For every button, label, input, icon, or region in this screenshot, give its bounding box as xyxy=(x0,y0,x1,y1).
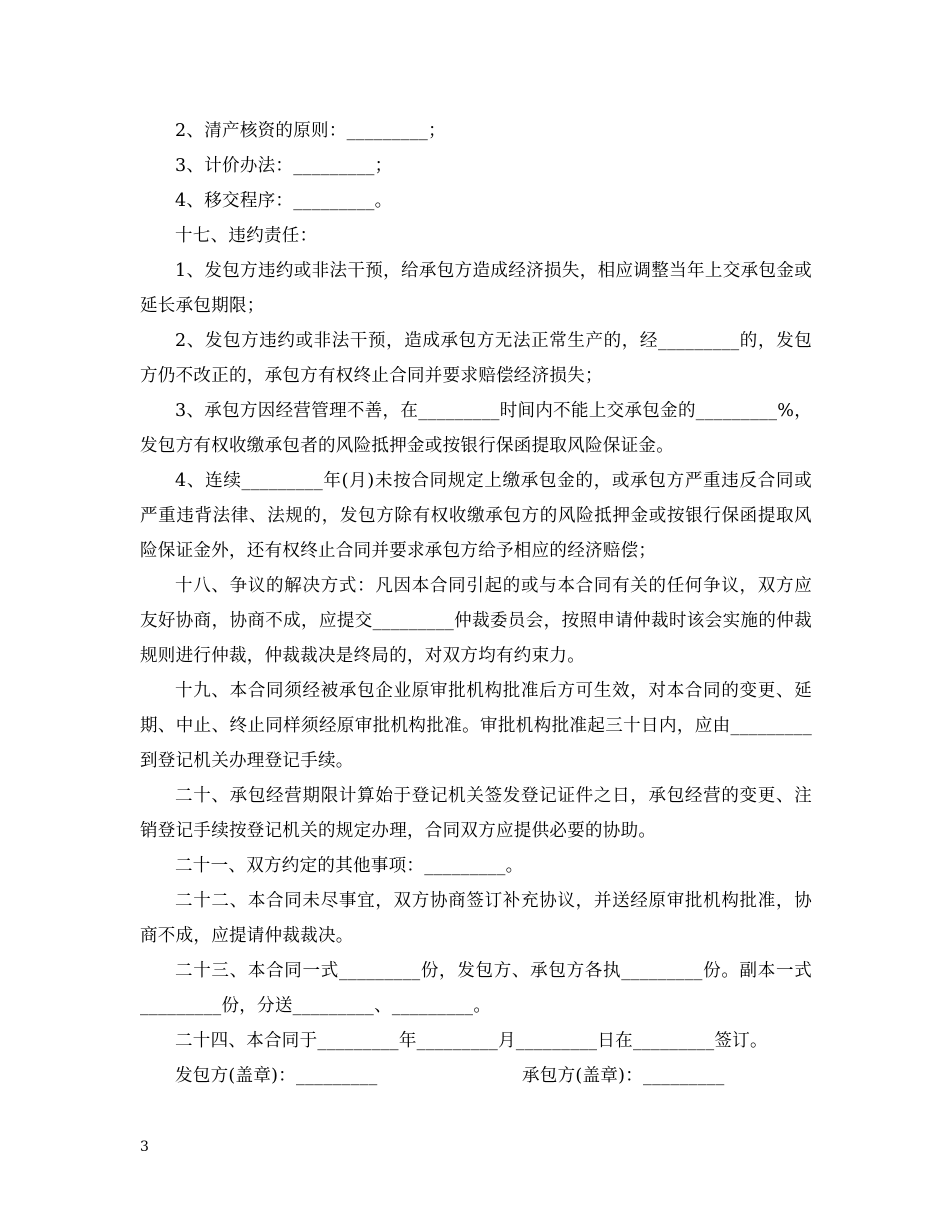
clause-asset-principle: 2、清产核资的原则：_________； xyxy=(175,121,446,141)
clause-approval: 十九、本合同须经被承包企业原审批机构批准后方可生效，对本合同的变更、延期、中止、终止同样须经原审批机构批准。审批机构批准起三十日内，应由_________到登记机关办理登记手续。 xyxy=(140,681,812,771)
signature-party-b: 承包方(盖章)：_________ xyxy=(522,1066,725,1086)
clause-liability-1: 1、发包方违约或非法干预，给承包方造成经济损失，相应调整当年上交承包金或延长承包期限； xyxy=(140,261,812,316)
clause-liability-4: 4、连续_________年(月)未按合同规定上缴承包金的，或承包方严重违反合同或严重违背法律、法规的，发包方除有权收缴承包方的风险抵押金或按银行保函提取风险保证金外，还有权终止合同并要求承包方给予相应的经济赔偿； xyxy=(140,471,812,561)
clause-transfer-procedure: 4、移交程序：_________。 xyxy=(175,191,393,211)
signature-row xyxy=(140,1059,812,1094)
clause-dispute-resolution: 十八、争议的解决方式：凡因本合同引起的或与本合同有关的任何争议，双方应友好协商，协商不成，应提交_________仲裁委员会，按照申请仲裁时该会实施的仲裁规则进行仲裁，仲裁裁决是终局的，对双方均有约束力。 xyxy=(140,576,812,666)
page-number: 3 xyxy=(140,1139,149,1155)
clause-liability-2: 2、发包方违约或非法干预，造成承包方无法正常生产的，经_________的，发包方仍不改正的，承包方有权终止合同并要求赔偿经济损失； xyxy=(140,331,812,386)
clause-pricing-method: 3、计价办法：_________； xyxy=(175,156,393,176)
document-body xyxy=(140,114,812,1094)
clause-copies: 二十三、本合同一式_________份，发包方、承包方各执_________份。副本一式_________份，分送_________、_________。 xyxy=(140,961,812,1016)
clause-supplement: 二十二、本合同未尽事宜，双方协商签订补充协议，并送经原审批机构批准，协商不成，应提请仲裁裁决。 xyxy=(140,891,812,946)
section-heading-liability: 十七、违约责任： xyxy=(175,226,318,246)
clause-liability-3: 3、承包方因经营管理不善，在_________时间内不能上交承包金的_________%，发包方有权收缴承包者的风险抵押金或按银行保函提取风险保证金。 xyxy=(140,401,812,456)
clause-other-matters: 二十一、双方约定的其他事项：_________。 xyxy=(175,856,524,876)
signature-party-a: 发包方(盖章)：_________ xyxy=(175,1066,378,1086)
clause-term-start: 二十、承包经营期限计算始于登记机关签发登记证件之日，承包经营的变更、注销登记手续按登记机关的规定办理，合同双方应提供必要的协助。 xyxy=(140,786,812,841)
clause-signing-date: 二十四、本合同于_________年_________月_________日在_________签订。 xyxy=(175,1031,768,1051)
